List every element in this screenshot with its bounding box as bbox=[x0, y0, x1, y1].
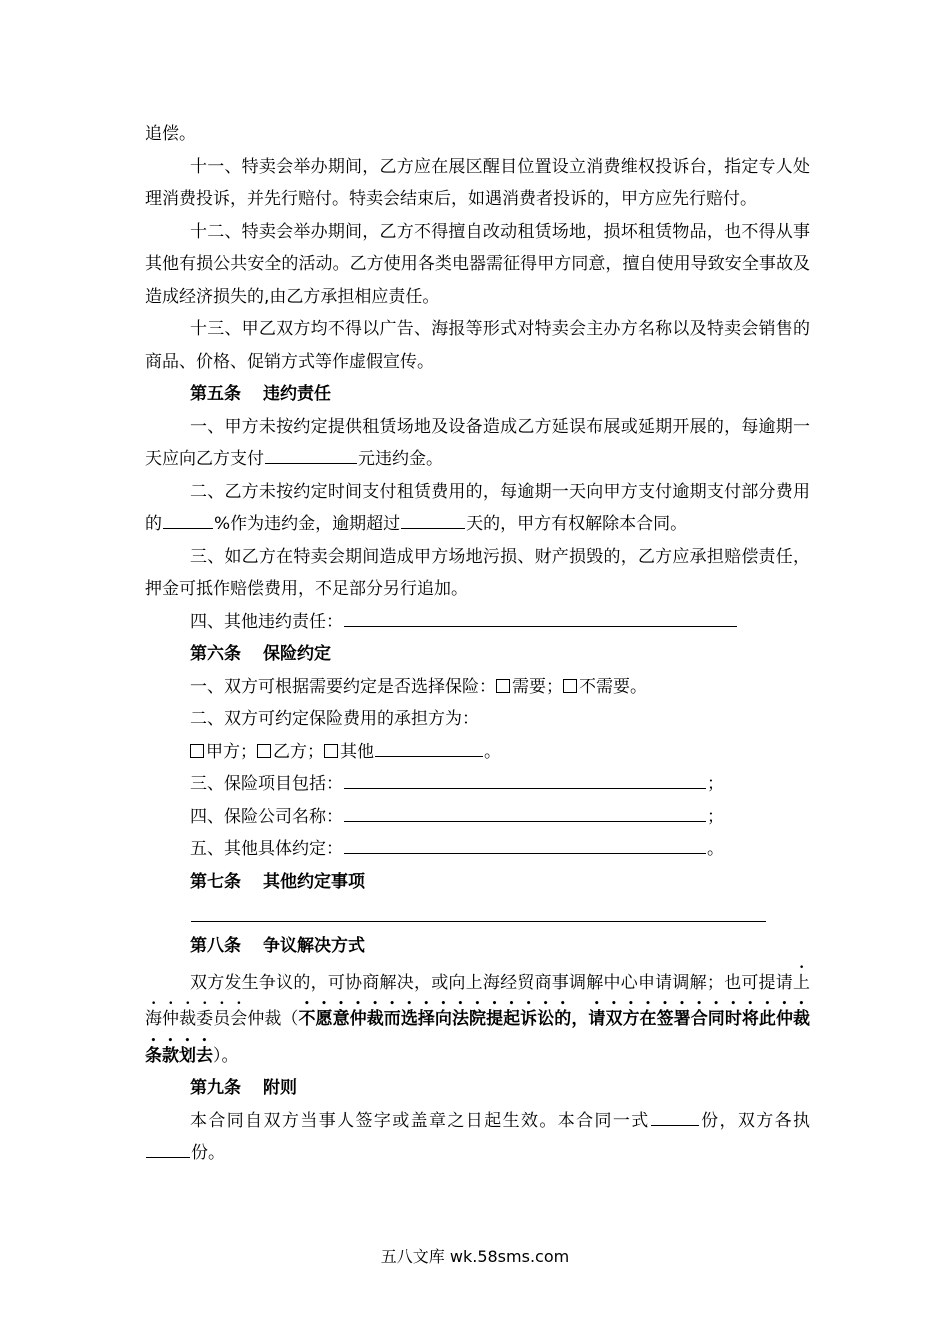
article-8-body bbox=[145, 963, 810, 1073]
blank-insurance-items[interactable] bbox=[344, 787, 706, 789]
article-9-number: 第九条 bbox=[190, 1078, 241, 1098]
clause-11: 十一、特卖会举办期间，乙方应在展区醒目位置设立消费维权投诉台，指定专人处理消费投诉，并先行赔付。特卖会结束后，如遇消费者投诉的，甲方应先行赔付。 bbox=[145, 156, 810, 209]
article-5-item-4 bbox=[145, 606, 810, 639]
article-9-end: 份。 bbox=[191, 1143, 225, 1163]
article-6-item-2-end: 。 bbox=[484, 741, 501, 762]
article-9-text: 本合同自双方当事人签字或盖章之日起生效。本合同一式 bbox=[190, 1110, 650, 1131]
article-6-item-3-end: ； bbox=[707, 774, 724, 794]
checkbox-party-a[interactable] bbox=[190, 744, 204, 758]
blank-copies-each[interactable] bbox=[146, 1156, 190, 1158]
option-insurance-no: 不需要。 bbox=[579, 676, 647, 697]
blank-overdue-days[interactable] bbox=[401, 527, 465, 529]
article-9-heading bbox=[145, 1072, 810, 1105]
article-6-number: 第六条 bbox=[190, 644, 241, 664]
blank-other-party[interactable] bbox=[375, 755, 483, 757]
article-5-item-1 bbox=[145, 411, 810, 476]
clause-12: 十二、特卖会举办期间，乙方不得擅自改动租赁场地，损坏租赁物品，也不得从事其他有损公共安全的活动。乙方使用各类电器需征得甲方同意，擅自使用导致安全事故及造成经济损失的,由乙方承担相应责任。 bbox=[145, 221, 810, 307]
article-5-item-2-text: 二、乙方未按约定时间支付租赁费用的，每逾期一天向甲方支付逾期支付部分费用的 bbox=[145, 481, 810, 534]
article-5-item-3: 三、如乙方在特卖会期间造成甲方场地污损、财产损毁的，乙方应承担赔偿责任，押金可抵作赔偿费用，不足部分另行追加。 bbox=[145, 546, 810, 599]
article-6-heading bbox=[145, 638, 810, 671]
article-6-item-3-text: 三、保险项目包括： bbox=[190, 774, 343, 794]
article-8-mid: 仲裁（ bbox=[247, 1009, 299, 1029]
article-5-item-2-mid: %作为违约金，逾期超过 bbox=[214, 514, 401, 534]
article-7-heading bbox=[145, 866, 810, 899]
article-7-number: 第七条 bbox=[190, 871, 241, 892]
blank-penalty-amount[interactable] bbox=[265, 462, 357, 464]
article-5-item-1-suffix: 元违约金。 bbox=[358, 449, 443, 469]
checkbox-other[interactable] bbox=[324, 744, 338, 758]
option-insurance-yes: 需要； bbox=[512, 676, 563, 697]
article-6-item-4-end: ； bbox=[707, 806, 724, 827]
blank-other-terms[interactable] bbox=[344, 852, 706, 854]
blank-penalty-percent[interactable] bbox=[163, 527, 213, 529]
article-6-item-2: 二、双方可约定保险费用的承担方为： bbox=[190, 709, 479, 729]
option-other: 其他 bbox=[340, 741, 374, 762]
option-party-a: 甲方； bbox=[206, 741, 257, 762]
article-5-title: 违约责任 bbox=[263, 384, 331, 404]
article-9-mid: 份，双方各执 bbox=[699, 1110, 811, 1131]
article-6-item-3 bbox=[145, 768, 810, 801]
blank-other-liability[interactable] bbox=[344, 625, 737, 627]
article-8-number: 第八条 bbox=[190, 936, 241, 956]
article-7-title: 其他约定事项 bbox=[263, 871, 365, 892]
clause-13: 十三、甲乙双方均不得以广告、海报等形式对特卖会主办方名称以及特卖会销售的商品、价格、促销方式等作虚假宣传。 bbox=[145, 319, 810, 372]
article-6-item-4 bbox=[145, 801, 810, 834]
footer-watermark: 五八文库 wk.58sms.com bbox=[380, 1247, 570, 1266]
article-5-item-2-suffix: 天的，甲方有权解除本合同。 bbox=[466, 514, 688, 534]
article-8-end: ）。 bbox=[213, 1045, 239, 1066]
arbitration-note: 不愿意仲裁而选择向法院提起诉讼的，请双方在签署合同时将此仲裁条款划去 bbox=[145, 1009, 811, 1066]
arbitration-institution: 上海仲裁委员会 bbox=[145, 972, 810, 1029]
article-9-body bbox=[145, 1105, 810, 1170]
blank-other-matters[interactable] bbox=[191, 920, 766, 922]
checkbox-insurance-no[interactable] bbox=[563, 679, 577, 693]
article-5-item-4-text: 四、其他违约责任： bbox=[190, 611, 343, 632]
article-6-title: 保险约定 bbox=[263, 644, 331, 664]
blank-insurer-name[interactable] bbox=[344, 820, 706, 822]
option-party-b: 乙方； bbox=[273, 741, 324, 762]
blank-copies-total[interactable] bbox=[651, 1124, 699, 1126]
article-8-title: 争议解决方式 bbox=[263, 936, 365, 956]
checkbox-insurance-yes[interactable] bbox=[496, 679, 510, 693]
article-8-heading bbox=[145, 930, 810, 963]
article-5-item-1-text: 一、甲方未按约定提供租赁场地及设备造成乙方延误布展或延期开展的，每逾期一天应向乙方支付 bbox=[145, 416, 810, 469]
article-6-item-1-text: 一、双方可根据需要约定是否选择保险： bbox=[190, 676, 496, 697]
article-8-text: 双方发生争议的，可协商解决，或向上海经贸商事调解中心申请调解；也可提请 bbox=[190, 972, 793, 993]
article-7-blank-row bbox=[145, 898, 810, 930]
article-6-item-5-text: 五、其他具体约定： bbox=[190, 839, 343, 859]
article-9-title: 附则 bbox=[263, 1078, 297, 1098]
checkbox-party-b[interactable] bbox=[257, 744, 271, 758]
article-6-item-4-text: 四、保险公司名称： bbox=[190, 806, 343, 827]
article-5-heading bbox=[145, 378, 810, 411]
article-6-item-2-options bbox=[145, 736, 810, 769]
article-5-number: 第五条 bbox=[190, 384, 241, 404]
document-body bbox=[145, 118, 810, 1170]
article-5-item-2 bbox=[145, 476, 810, 541]
article-6-item-5-end: 。 bbox=[707, 839, 724, 859]
article-6-item-1 bbox=[145, 671, 810, 704]
paragraph-continuation: 追偿。 bbox=[145, 124, 196, 144]
article-6-item-5 bbox=[145, 833, 810, 866]
